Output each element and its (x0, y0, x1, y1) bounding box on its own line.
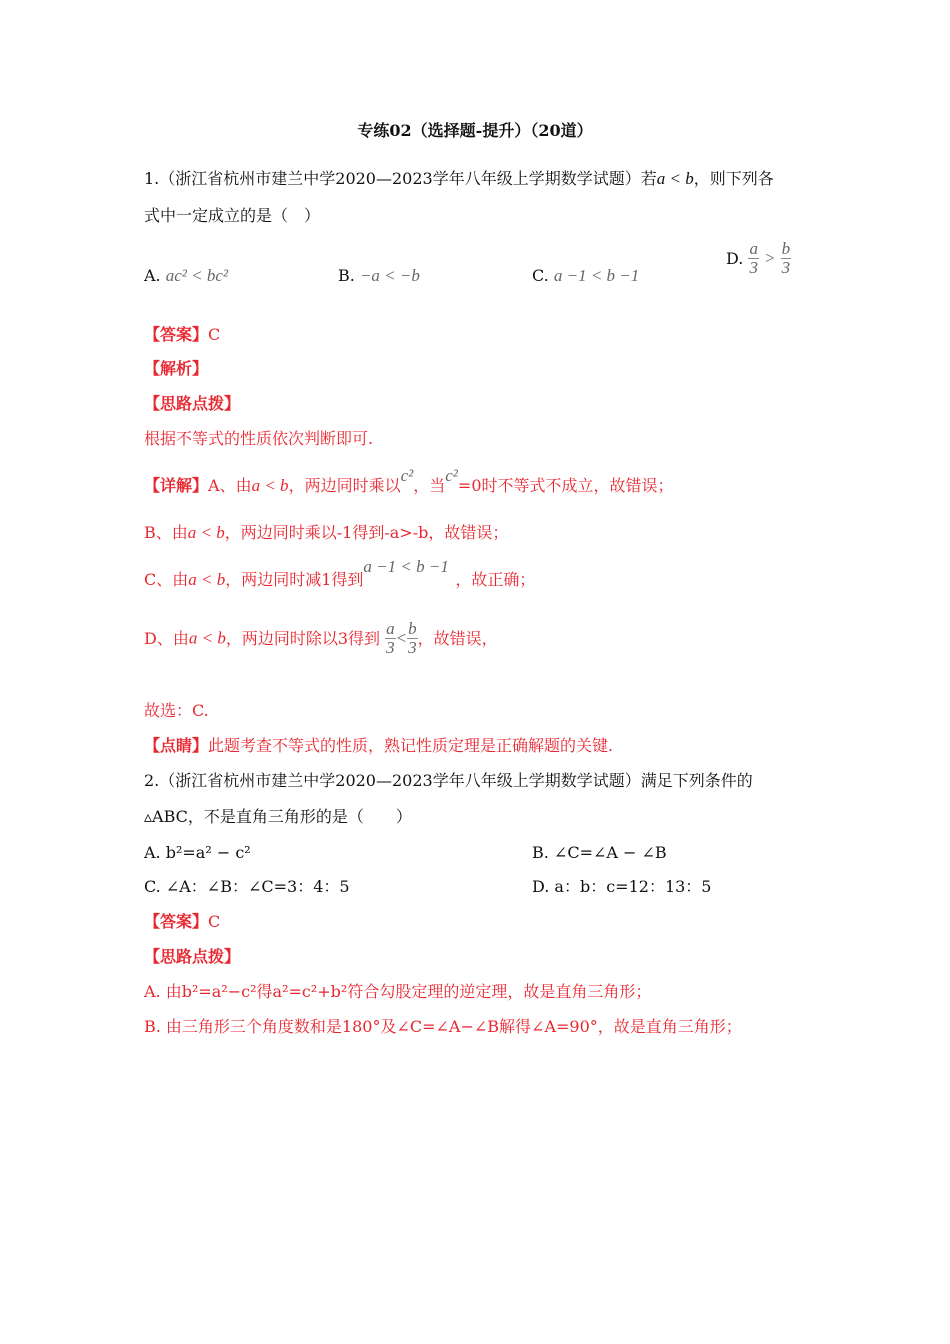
hint-2-b: B. 由三角形三个角度数和是180°及∠C=∠A−∠B解得∠A=90°，故是直角三角形； (144, 1017, 742, 1036)
detail-d: D、由a < b，两边同时除以3得到 $\frac{a}{3}$ < $\frac{b}{3}$ ，故错误， (144, 619, 498, 657)
analysis-tag: 【解析】 (144, 359, 209, 378)
answer-1: 【答案】C (144, 325, 221, 344)
detail-b: B、由a < b，两边同时乘以-1得到-a>-b，故错误； (144, 523, 509, 542)
option-d: D. $\frac{a}{3}$ > $\frac{b}{3}$ (726, 239, 791, 277)
question-2-stem-line2: ▵ABC，不是直角三角形的是（ ） (144, 807, 412, 826)
question-2-stem: 2.（浙江省杭州市建兰中学2020—2023学年八年级上学期数学试题）满足下列条件的 (144, 771, 753, 790)
page-title: 专练02（选择题-提升）（20道） (357, 121, 593, 140)
hint-text: 根据不等式的性质依次判断即可. (144, 429, 374, 448)
choose-text: 故选：C. (144, 701, 209, 720)
comment: 【点睛】此题考查不等式的性质，熟记性质定理是正确解题的关键. (144, 736, 614, 755)
hint-tag-2: 【思路点拨】 (144, 947, 241, 966)
q2-option-d: D. a：b：c=12：13：5 (532, 877, 712, 896)
answer-2: 【答案】C (144, 912, 221, 931)
hint-2-a: A. 由b²=a²−c²得a²=c²+b²符合勾股定理的逆定理，故是直角三角形； (144, 982, 652, 1001)
option-b: B. −a < −b (338, 266, 420, 285)
hint-tag: 【思路点拨】 (144, 394, 241, 413)
question-1-stem-line2: 式中一定成立的是（ ） (144, 206, 321, 225)
q2-option-b: B. ∠C=∠A − ∠B (532, 843, 667, 862)
option-c: C. a −1 < b −1 (532, 266, 640, 285)
detail-c: C、由a < b，两边同时减1得到a −1 < b −1，故正确； (144, 557, 536, 589)
question-1-stem: 1.（浙江省杭州市建兰中学2020—2023学年八年级上学期数学试题）若a < b，则下列各 (144, 169, 774, 188)
q2-option-c: C. ∠A：∠B：∠C=3：4：5 (144, 877, 350, 896)
option-a: A. ac² < bc² (144, 266, 228, 285)
detail-a: 【详解】A、由a < b，两边同时乘以c²，当c²=0时不等式不成立，故错误； (144, 466, 674, 495)
q2-option-a: A. b²=a² − c² (144, 843, 251, 862)
